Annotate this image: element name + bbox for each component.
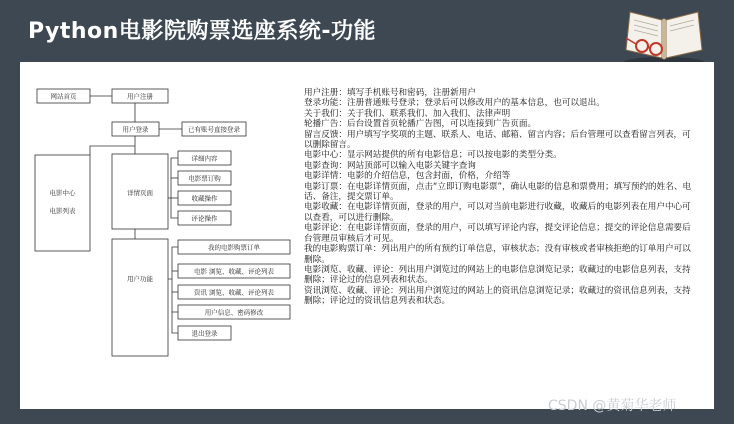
slide-title: Python电影院购票选座系统-功能: [28, 19, 376, 44]
node-register: [112, 89, 168, 103]
desc-paragraph: 轮播广告：后台设置首页轮播广告图，可以连接到广告页面。: [304, 119, 537, 130]
desc-paragraph: 用户注册：填写手机账号和密码，注册新用户: [304, 88, 476, 98]
csdn-watermark: CSDN @黄菊华老师: [548, 398, 677, 414]
node-user-info: [178, 305, 290, 319]
svg-text:网站首页: 网站首页: [50, 92, 77, 101]
node-detail-content: [178, 151, 231, 165]
desc-paragraph: 电影订票：在电影详情页面，点击“立即订购电影票”，确认电影的信息和票费用；填写预约的姓名、电话、备注，提交票订单。: [304, 181, 692, 203]
node-info-browse: [178, 285, 290, 299]
desc-paragraph: 电影浏览、收藏、评论：列出用户浏览过的网站上的电影信息浏览记录；收藏过的电影信息列表，支持删除；评论过的信息列表和状态。: [304, 264, 691, 286]
svg-text:退出登录: 退出登录: [191, 329, 218, 338]
svg-text:详细内容: 详细内容: [191, 154, 218, 163]
function-flow-diagram: [20, 62, 310, 409]
feature-description: [304, 88, 699, 307]
slide-content: [20, 62, 714, 409]
node-login: [112, 122, 159, 136]
desc-paragraph: 留言反馈：用户填写字奖项的主题、联系人、电话、邮箱、留言内容；后台管理可以查看留言列表，可以删除留言。: [304, 129, 691, 151]
svg-text:用户功能: 用户功能: [127, 275, 153, 283]
svg-text:收藏操作: 收藏操作: [191, 194, 218, 203]
node-logout: [178, 326, 231, 340]
svg-text:用户注册: 用户注册: [127, 92, 153, 101]
edge-userfunc-branches: [168, 247, 178, 279]
svg-text:电影 浏览、收藏、评论列表: 电影 浏览、收藏、评论列表: [193, 267, 275, 276]
desc-paragraph: 资讯浏览、收藏、评论：列出用户浏览过的网站上的资讯信息浏览记录；收藏过的资讯信息列表，支持删除；评论过的资讯信息列表和状态。: [304, 285, 691, 307]
edge-to-comment: [171, 198, 178, 218]
desc-paragraph: 我的电影购票订单：列出用户的所有预约订单信息，审核状态；没有审核或者审核拒绝的订单用户可以删除。: [304, 244, 691, 265]
node-favorite: [178, 191, 231, 205]
svg-text:电影票订购: 电影票订购: [188, 174, 221, 183]
node-comment: [178, 211, 231, 225]
node-movie-center: [35, 155, 90, 251]
svg-text:电影中心: 电影中心: [49, 189, 76, 197]
svg-text:我的电影购票订单: 我的电影购票订单: [208, 243, 260, 252]
node-login-note: [182, 122, 246, 136]
node-user-function: [112, 239, 168, 356]
svg-text:资讯 浏览、收藏、评论列表: 资讯 浏览、收藏、评论列表: [193, 288, 275, 297]
svg-text:电影列表: 电影列表: [49, 207, 76, 215]
svg-text:已有账号直接登录: 已有账号直接登录: [188, 125, 240, 134]
desc-paragraph: 关于我们：关于我们、联系我们、加入我们、法律声明: [304, 108, 511, 119]
node-movie-browse: [178, 264, 290, 278]
open-book-icon: [618, 6, 710, 68]
desc-paragraph: 电影详情：电影的介绍信息，包含封面，价格，介绍等: [304, 171, 511, 182]
node-detail-page: [112, 154, 168, 229]
desc-paragraph: 电影中心：显示网站提供的所有电影信息；可以按电影的类型分类。: [304, 150, 562, 161]
node-my-orders: [178, 240, 290, 254]
node-ticket-order: [178, 171, 231, 185]
svg-text:详情页面: 详情页面: [127, 189, 153, 197]
desc-paragraph: 电影评论：在电影详情页面，登录的用户，可以填写评论内容，提交评论信息；提交的评论信息需要后台管理员审核后才可见。: [304, 223, 691, 244]
desc-paragraph: 登录功能：注册普通账号登录；登录后可以修改用户的基本信息，也可以退出。: [304, 98, 605, 109]
node-home: [37, 89, 90, 103]
desc-paragraph: 电影收藏：在电影详情页面，登录的用户，可以对当前电影进行收藏，收藏后的电影列表在用户中心可以查看，可以进行删除。: [304, 202, 691, 223]
svg-text:用户信息、密码修改: 用户信息、密码修改: [204, 308, 264, 317]
desc-paragraph: 电影查询：网站顶部可以输入电影关键字查询: [304, 160, 476, 171]
edge-to-user-info-logout: [172, 279, 178, 333]
svg-text:评论操作: 评论操作: [191, 214, 218, 223]
svg-text:用户登录: 用户登录: [122, 125, 149, 134]
